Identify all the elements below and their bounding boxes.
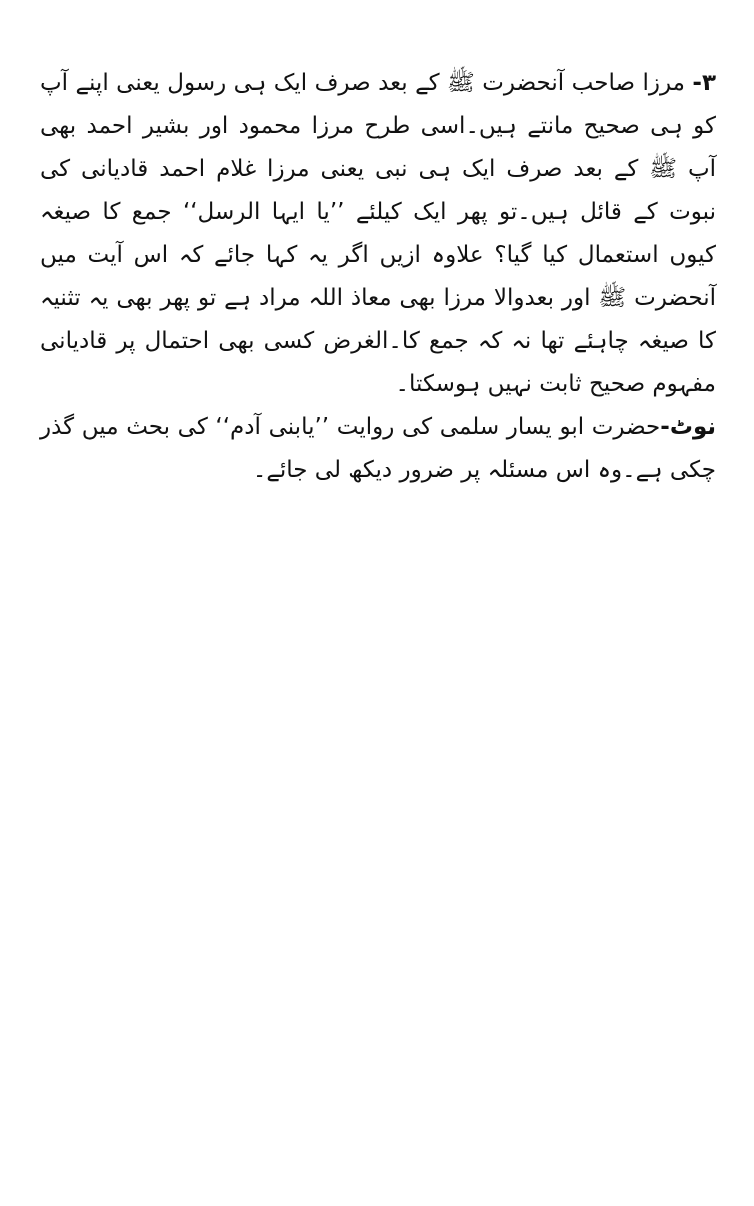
- paragraph-text: مرزا صاحب آنحضرت ﷺ کے بعد صرف ایک ہی رسول یعنی اپنے آپ کو ہی صحیح مانتے ہیں۔اسی طرح مرزا محمود اور بشیر احمد بھی آپ ﷺ کے بعد صرف ایک ہی نبی یعنی مرزا غلام احمد قادیانی کی نبوت کے قائل ہیں۔تو پھر ایک کیلئے ’’یا ایہا الرسل‘‘ جمع کا صیغہ کیوں استعمال کیا گیا؟ علاوہ ازیں اگر یہ کہا جائے کہ اس آیت میں آنحضرت ﷺ اور بعدوالا مرزا بھی معاذ اللہ مراد ہے تو پھر بھی یہ تثنیہ کا صیغہ چاہئے تھا نہ کہ جمع کا۔الغرض کسی بھی احتمال پر قادیانی مفہوم صحیح ثابت نہیں ہوسکتا۔: [40, 70, 716, 397]
- paragraph-point-3: [40, 62, 716, 406]
- note-text: حضرت ابو یسار سلمی کی روایت ’’یابنی آدم‘‘ کی بحث میں گذر چکی ہے۔وہ اس مسئلہ پر ضرور دیکھ لی جائے۔: [40, 414, 716, 483]
- text-block: [40, 62, 716, 492]
- note-paragraph: [40, 406, 716, 492]
- note-label: نوٹ-: [660, 414, 716, 440]
- paragraph-number: ۳-: [692, 70, 717, 96]
